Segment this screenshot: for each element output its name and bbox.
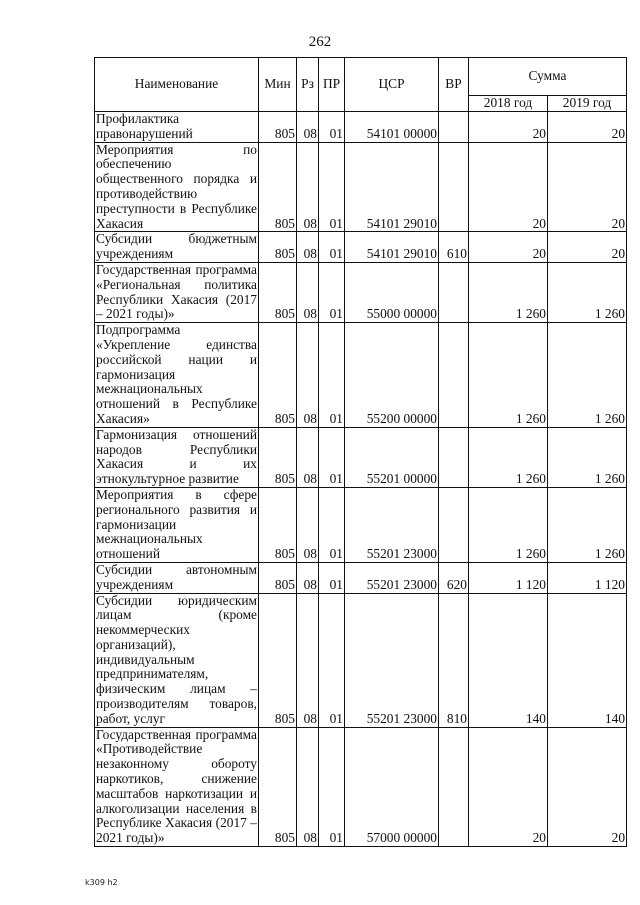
footer-code: k309 h2	[85, 878, 118, 887]
row-rz-cell: 08	[297, 232, 319, 263]
row-pr-cell: 01	[319, 262, 345, 322]
row-name-cell: Государственная программа «Региональная политика Республики Хакасия (2017 – 2021 годы)»	[96, 262, 257, 322]
row-min-cell: 805	[259, 487, 297, 562]
row-min-cell: 805	[259, 262, 297, 322]
row-rz-cell: 08	[297, 593, 319, 727]
row-min-cell: 805	[259, 232, 297, 263]
row-pr-cell: 01	[319, 112, 345, 143]
row-csr-cell: 54101 29010	[345, 142, 439, 232]
row-2019-cell: 20	[548, 142, 627, 232]
row-rz-cell: 08	[297, 323, 319, 428]
row-rz-cell: 08	[297, 727, 319, 846]
row-vr-cell	[439, 487, 469, 562]
row-2019-cell: 140	[548, 593, 627, 727]
row-pr-cell: 01	[319, 232, 345, 263]
table-row	[95, 593, 627, 727]
row-vr-cell: 620	[439, 562, 469, 593]
row-2019-cell: 20	[548, 232, 627, 263]
header-min: Мин	[259, 58, 297, 112]
row-2019-cell: 1 120	[548, 562, 627, 593]
row-min-cell: 805	[259, 562, 297, 593]
row-rz-cell: 08	[297, 262, 319, 322]
header-year-2018: 2018 год	[469, 96, 548, 112]
row-vr-cell	[439, 112, 469, 143]
row-csr-cell: 54101 00000	[345, 112, 439, 143]
row-pr-cell: 01	[319, 487, 345, 562]
header-csr: ЦСР	[345, 58, 439, 112]
row-vr-cell: 610	[439, 232, 469, 263]
row-2018-cell: 1 120	[469, 562, 548, 593]
row-2018-cell: 1 260	[469, 487, 548, 562]
row-pr-cell: 01	[319, 562, 345, 593]
table-row	[95, 562, 627, 593]
table-row	[95, 112, 627, 143]
row-min-cell: 805	[259, 112, 297, 143]
row-csr-cell: 55201 23000	[345, 562, 439, 593]
row-name-cell: Мероприятия по обеспечению общественного порядка и противодействию преступности в Республике Хакасия	[96, 142, 257, 231]
row-2018-cell: 20	[469, 727, 548, 846]
row-vr-cell	[439, 323, 469, 428]
row-2018-cell: 20	[469, 232, 548, 263]
row-pr-cell: 01	[319, 427, 345, 487]
page-number: 262	[308, 34, 332, 50]
row-rz-cell: 08	[297, 112, 319, 143]
row-2018-cell: 1 260	[469, 323, 548, 428]
budget-table	[94, 57, 627, 847]
table-row	[95, 727, 627, 846]
row-min-cell: 805	[259, 727, 297, 846]
row-vr-cell	[439, 427, 469, 487]
row-min-cell: 805	[259, 427, 297, 487]
row-rz-cell: 08	[297, 142, 319, 232]
row-csr-cell: 54101 29010	[345, 232, 439, 263]
row-name-cell: Подпрограмма «Укрепление единства российской нации и гармонизация межнациональных отношений в Республике Хакасия»	[96, 322, 257, 426]
row-name-cell: Государственная программа «Противодействие незаконному обороту наркотиков, снижение масштабов наркотизации и алкоголизации населения в Республике Хакасия (2017 – 2021 годы)»	[96, 727, 257, 846]
row-min-cell: 805	[259, 593, 297, 727]
row-2018-cell: 1 260	[469, 427, 548, 487]
row-pr-cell: 01	[319, 323, 345, 428]
row-2018-cell: 140	[469, 593, 548, 727]
header-vr: ВР	[439, 58, 469, 112]
row-csr-cell: 55200 00000	[345, 323, 439, 428]
row-rz-cell: 08	[297, 562, 319, 593]
row-pr-cell: 01	[319, 727, 345, 846]
row-csr-cell: 55000 00000	[345, 262, 439, 322]
row-2018-cell: 20	[469, 142, 548, 232]
row-min-cell: 805	[259, 142, 297, 232]
row-name-cell: Субсидии юридическим лицам (кроме некоммерческих организаций), индивидуальным предпринимателям, физическим лицам – производителям товаров, работ, услуг	[96, 593, 257, 726]
row-2019-cell: 20	[548, 112, 627, 143]
table-row	[95, 262, 627, 322]
row-pr-cell: 01	[319, 593, 345, 727]
row-min-cell: 805	[259, 323, 297, 428]
table-row	[95, 323, 627, 428]
header-pr: ПР	[319, 58, 345, 112]
row-2018-cell: 1 260	[469, 262, 548, 322]
table-row	[95, 232, 627, 263]
row-name-cell: Профилактика правонарушений	[95, 112, 259, 143]
row-csr-cell: 55201 00000	[345, 427, 439, 487]
row-2019-cell: 1 260	[548, 487, 627, 562]
table-row	[95, 487, 627, 562]
row-name-cell: Субсидии автономным учреждениям	[96, 562, 257, 592]
row-2018-cell: 20	[469, 112, 548, 143]
header-rz: Рз	[297, 58, 319, 112]
row-rz-cell: 08	[297, 487, 319, 562]
row-vr-cell	[439, 142, 469, 232]
row-2019-cell: 1 260	[548, 262, 627, 322]
header-year-2019: 2019 год	[548, 96, 627, 112]
row-pr-cell: 01	[319, 142, 345, 232]
row-vr-cell	[439, 262, 469, 322]
header-sum: Сумма	[469, 58, 627, 96]
row-name-cell: Гармонизация отношений народов Республики Хакасия и их этнокультурное развитие	[96, 427, 257, 487]
row-csr-cell: 55201 23000	[345, 593, 439, 727]
row-2019-cell: 1 260	[548, 427, 627, 487]
row-2019-cell: 1 260	[548, 323, 627, 428]
row-name-cell: Субсидии бюджетным учреждениям	[96, 231, 257, 262]
table-row	[95, 142, 627, 232]
header-name: Наименование	[95, 58, 259, 112]
row-vr-cell	[439, 727, 469, 846]
row-vr-cell: 810	[439, 593, 469, 727]
row-csr-cell: 55201 23000	[345, 487, 439, 562]
row-csr-cell: 57000 00000	[345, 727, 439, 846]
row-rz-cell: 08	[297, 427, 319, 487]
table-row	[95, 427, 627, 487]
row-name-cell: Мероприятия в сфере регионального развития и гармонизации межнациональных отношений	[96, 487, 257, 562]
row-2019-cell: 20	[548, 727, 627, 846]
